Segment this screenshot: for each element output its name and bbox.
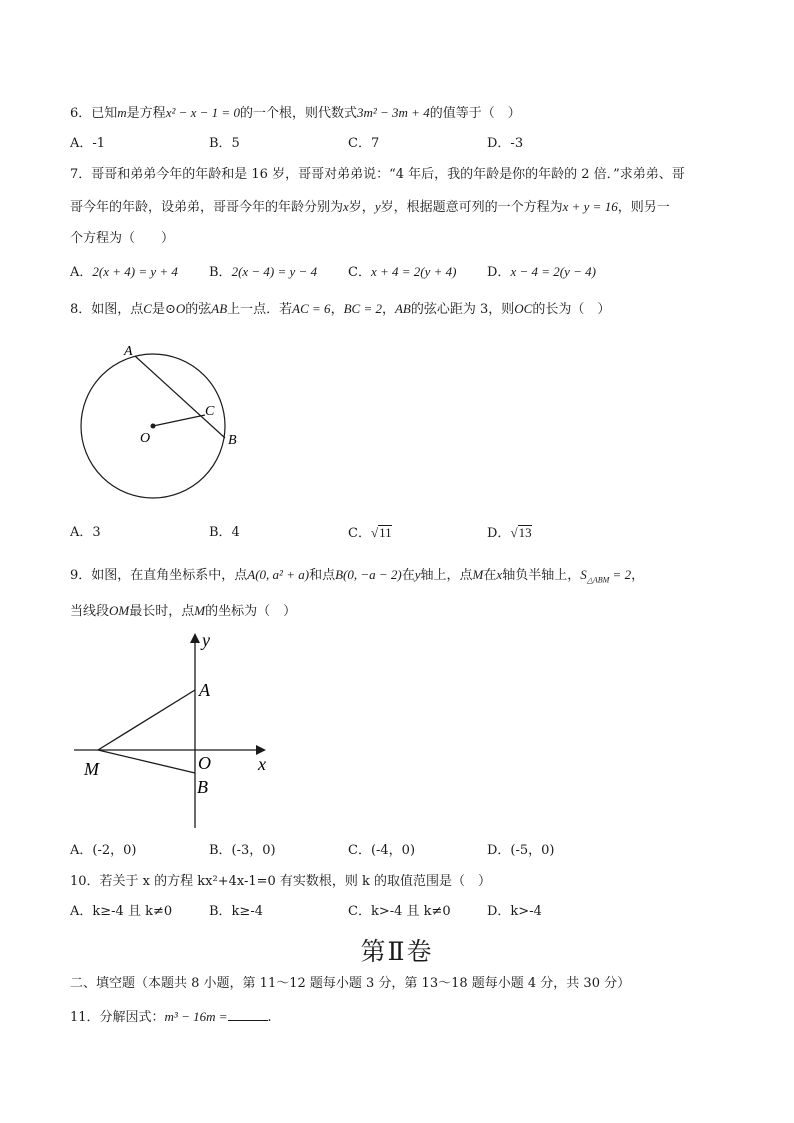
- segment-oc: [153, 415, 205, 426]
- label-m: M: [84, 759, 99, 779]
- q8-option-a[interactable]: A．3: [70, 525, 101, 540]
- q8-option-c[interactable]: C．√11: [348, 525, 392, 541]
- section-title: 第Ⅱ卷: [360, 937, 434, 966]
- y-axis-arrow: [190, 633, 200, 643]
- label-b: B: [228, 433, 237, 448]
- q9-option-b[interactable]: B．(-3，0): [209, 843, 276, 858]
- center-point: [151, 424, 156, 429]
- q6-option-c[interactable]: C．7: [348, 136, 380, 151]
- segment-ma: [98, 690, 195, 750]
- q7-option-c-math: x + 4 = 2(y + 4): [370, 264, 457, 279]
- q7-option-d[interactable]: D．x − 4 = 2(y − 4): [487, 264, 596, 280]
- q10-option-d[interactable]: D．k>-4: [487, 904, 542, 919]
- q7-option-b-math: 2(x − 4) = y − 4: [231, 264, 318, 279]
- q8-option-d[interactable]: D．√13: [487, 525, 532, 541]
- q7-stem-line3: 个方程为（ ）: [70, 231, 175, 246]
- q7-stem-line2: 哥今年的年龄，设弟弟，哥哥今年的年龄分别为x岁，y岁，根据题意可列的一个方程为x + y = 16，则另一: [70, 199, 670, 215]
- q9-stem-line2: 当线段OM最长时，点M的坐标为（ ）: [70, 603, 297, 619]
- label-y: y: [202, 630, 210, 650]
- segment-mb: [98, 750, 195, 773]
- q10-option-a[interactable]: A．k≥-4 且 k≠0: [70, 904, 173, 919]
- q6-stem: 6．已知m是方程x² − x − 1 = 0的一个根，则代数式3m² − 3m + 4的值等于（ ）: [70, 105, 521, 121]
- q7-stem-line1: 7．哥哥和弟弟今年的年龄和是 16 岁，哥哥对弟弟说：“4 年后，我的年龄是你的年龄的 2 倍．”求弟弟、哥: [70, 167, 685, 182]
- q11-answer-blank[interactable]: [228, 1008, 268, 1021]
- q7-option-a[interactable]: A．2(x + 4) = y + 4: [70, 264, 178, 280]
- q8-stem: 8．如图，点C是⊙O的弦AB上一点．若AC = 6，BC = 2，AB的弦心距为 3，则OC的长为（ ）: [70, 301, 611, 317]
- q6-option-d[interactable]: D．-3: [487, 136, 524, 151]
- q7-option-a-math: 2(x + 4) = y + 4: [92, 264, 178, 279]
- q11-stem: 11．分解因式：m³ − 16m = .: [70, 1009, 272, 1025]
- q8-circle-figure: [70, 336, 250, 506]
- q9-option-c[interactable]: C．(-4，0): [348, 843, 416, 858]
- label-o: O: [198, 753, 211, 773]
- q8-option-d-radicand: 13: [518, 525, 532, 540]
- q8-option-b[interactable]: B．4: [209, 525, 240, 540]
- q9-option-d[interactable]: D．(-5，0): [487, 843, 555, 858]
- q7-option-d-math: x − 4 = 2(y − 4): [510, 264, 596, 279]
- label-x: x: [258, 754, 266, 774]
- q10-stem: 10．若关于 x 的方程 kx²+4x-1=0 有实数根，则 k 的取值范围是（ ）: [70, 874, 492, 889]
- q10-option-b[interactable]: B．k≥-4: [209, 904, 263, 919]
- q9-coordinate-figure: [70, 628, 285, 833]
- label-a: A: [124, 344, 133, 359]
- label-c: C: [205, 404, 215, 419]
- q9-option-a[interactable]: A．(-2，0): [70, 843, 137, 858]
- label-b: B: [197, 777, 208, 797]
- label-a: A: [199, 680, 210, 700]
- chord-ab: [135, 356, 225, 438]
- q8-option-c-radicand: 11: [379, 525, 392, 540]
- q10-option-c[interactable]: C．k>-4 且 k≠0: [348, 904, 451, 919]
- part2-header: 二、填空题（本题共 8 小题，第 11～12 题每小题 3 分，第 13～18 题每小题 4 分，共 30 分）: [70, 976, 631, 991]
- q9-stem-line1: 9．如图，在直角坐标系中，点A(0, a² + a)和点B(0, −a − 2)在y轴上，点M在x轴负半轴上，$S_{\triangle ABM} = 2$，: [70, 567, 645, 585]
- q6-option-a[interactable]: A．-1: [70, 136, 106, 151]
- q6-option-b[interactable]: B．5: [209, 136, 240, 151]
- q7-option-b[interactable]: B．2(x − 4) = y − 4: [209, 264, 318, 280]
- label-o: O: [140, 431, 151, 446]
- q7-option-c[interactable]: C．x + 4 = 2(y + 4): [348, 264, 457, 280]
